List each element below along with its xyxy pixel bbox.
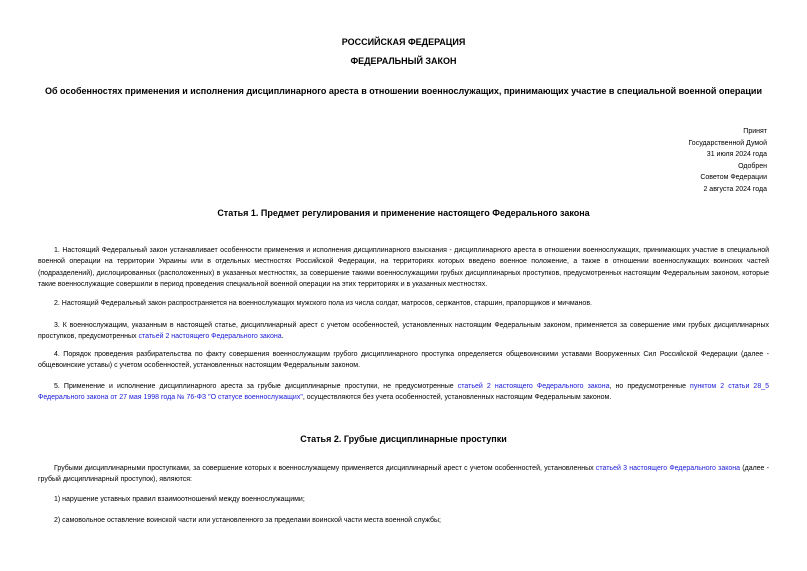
law-type-heading: ФЕДЕРАЛЬНЫЙ ЗАКОН [350,56,457,66]
adoption-line: Советом Федерации [700,174,767,181]
paragraph-text: 3. К военнослужащим, указанным в настоящей статье, дисциплинарный арест с учетом особенностей, установленных настоящим Федеральным законом, применяется за совершение ими грубых дисциплинарных проступков, предусмотренных [38,322,769,341]
paragraph-text: , осуществляются без учета особенностей, установленных настоящим Федеральным законом. [302,394,612,402]
law-title: Об особенностях применения и исполнения дисциплинарного ареста в отношении военнослужащих, принимающих участие в специальной военной операции [45,86,762,96]
adoption-line: Государственной Думой [688,139,767,147]
adoption-line: Принят [743,128,767,135]
article-2-link[interactable]: статьей 2 настоящего Федерального закона [457,383,610,390]
article-1-title: Статья 1. Предмет регулирования и применение настоящего Федерального закона [217,208,590,218]
article-2-intro [38,463,769,486]
paragraph-text: , но предусмотренные [609,383,691,390]
federal-law-76-link[interactable]: пунктом 2 статьи 28_5 Федерального закона от 27 мая 1998 года № 76-ФЗ "О статусе военнослужащих" [38,383,770,402]
article-1-paragraph-3 [38,320,769,343]
article-1-paragraph-1: 1. Настоящий Федеральный закон устанавливает особенности применения и исполнения дисциплинарного взыскания - дисциплинарного ареста в отношении военнослужащих, принимающих участие в специальной военной операции на территории Украины или в отдельных местностях Российской Федерации, на территориях которых введено военное положение, а также в отношении военнослужащих воинских частей (подразделений), дислоцированных (расположенных) в указанных местностях, за совершение такими военнослужащими грубых дисциплинарных проступков, предусмотренных настоящим Федеральным законом, которые такие военнослужащие совершили в период проведения специальной военной операции на этих территориях и в указанных местностях. [38,247,769,288]
article-3-link[interactable]: статьей 3 настоящего Федерального закона [595,465,741,472]
paragraph-text: Грубыми дисциплинарными проступками, за совершение которых к военнослужащему применяется дисциплинарный арест с учетом особенностей, установленных [54,465,596,472]
adoption-line: Одобрен [738,162,767,170]
paragraph-text: . [281,333,284,341]
adoption-line: 2 августа 2024 года [703,185,767,193]
country-heading: РОССИЙСКАЯ ФЕДЕРАЦИЯ [341,37,466,47]
article-1-paragraph-5 [38,381,769,404]
adoption-block [688,126,767,195]
article-2-item-1: 1) нарушение уставных правил взаимоотношений между военнослужащими; [54,496,305,503]
adoption-line: 31 июля 2024 года [706,151,767,158]
article-2-title: Статья 2. Грубые дисциплинарные проступки [300,434,507,444]
article-2-link[interactable]: статьей 2 настоящего Федерального закона [138,333,282,341]
paragraph-text: (далее - грубый дисциплинарный проступок), являются: [38,465,769,484]
article-1-paragraph-4: 4. Порядок проведения разбирательства по факту совершения военнослужащим грубого дисциплинарного проступка определяется общевоинскими уставами Вооруженных Сил Российской Федерации (далее - общевоинские уставы) с учетом особенностей, установленных настоящим Федеральным законом. [38,351,769,370]
article-2-item-2: 2) самовольное оставление воинской части или установленного за пределами воинской части места военной службы; [54,517,441,524]
paragraph-text: 5. Применение и исполнение дисциплинарного ареста за грубые дисциплинарные проступки, не предусмотренные [54,383,458,390]
article-1-paragraph-2: 2. Настоящий Федеральный закон распространяется на военнослужащих мужского пола из числа солдат, матросов, сержантов, старшин, прапорщиков и мичманов. [54,300,592,307]
